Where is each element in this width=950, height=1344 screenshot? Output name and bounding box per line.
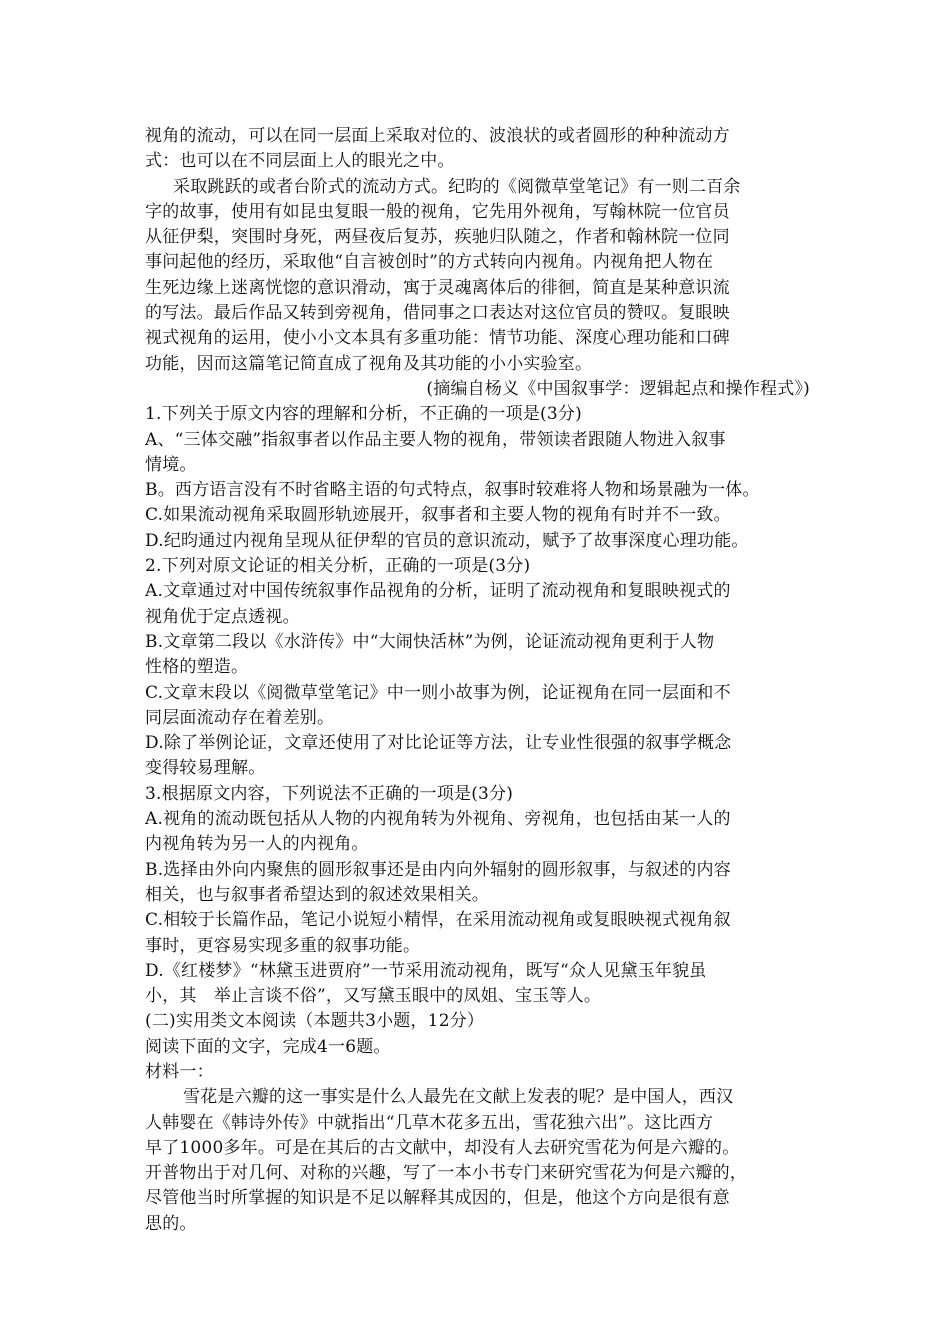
text-line: 生死边缘上迷离恍惚的意识滑动，寓于灵魂离体后的徘徊，简直是某种意识流 (145, 277, 730, 298)
question-stem: 3.根据原文内容，下列说法不正确的一项是(3分) (145, 783, 514, 804)
text-line: 思的。 (145, 1213, 197, 1234)
question-1 (145, 402, 810, 554)
material-label: 材料一： (145, 1061, 214, 1082)
question-2 (145, 554, 810, 782)
option-d-cont: 小，其 举止言谈不俗”，又写黛玉眼中的凤姐、宝玉等人。 (145, 986, 602, 1007)
option-b: B.文章第二段以《水浒传》中“大闹快活林”为例，论证流动视角更利于人物 (145, 631, 715, 652)
text-line: 事问起他的经历，采取他“自言被创时”的方式转向内视角。内视角把人物在 (145, 252, 714, 273)
section-2-header (145, 1009, 810, 1085)
option-c-cont: 同层面流动存在着差别。 (145, 707, 335, 728)
text-line: 开普物出于对几何、对称的兴趣，写了一本小书专门来研究雪花为何是六瓣的， (145, 1163, 747, 1184)
question-stem: 1.下列关于原文内容的理解和分析，不正确的一项是(3分) (145, 404, 582, 425)
section-title: (二)实用类文本阅读（本题共3小题，12分） (145, 1011, 485, 1032)
option-c-cont: 事时，更容易实现多重的叙事功能。 (145, 935, 421, 956)
question-3 (145, 782, 810, 1010)
text-line: 从征伊梨，突围时身死，两昼夜后复苏，疾驰归队随之，作者和翰林院一位同 (145, 227, 730, 248)
option-a-cont: 视角优于定点透视。 (145, 606, 300, 627)
option-b-cont: 性格的塑造。 (145, 657, 249, 678)
text-line: 早了1000多年。可是在其后的古文献中，却没有人去研究雪花为何是六瓣的。 (145, 1137, 740, 1158)
option-d: D.除了举例论证，文章还使用了对比论证等方法，让专业性很强的叙事学概念 (145, 733, 732, 754)
option-b: B.选择由外向内聚焦的圆形叙事还是由内向外辐射的圆形叙事，与叙述的内容 (145, 859, 731, 880)
section-instruction: 阅读下面的文字，完成4一6题。 (145, 1036, 391, 1057)
material-1 (145, 1085, 810, 1237)
text-line: 雪花是六瓣的这一事实是什么人最先在文献上发表的呢？是中国人，西汉 (183, 1087, 734, 1108)
option-d-cont: 变得较易理解。 (145, 758, 266, 779)
text-line: 采取跳跃的或者台阶式的流动方式。纪昀的《阅微草堂笔记》有一则二百余 (173, 176, 741, 197)
option-b: B。西方语言没有不时省略主语的句式特点，叙事时较难将人物和场景融为一体。 (145, 480, 760, 501)
option-a-cont: 情境。 (145, 454, 197, 475)
option-a: A、“三体交融”指叙事者以作品主要人物的视角，带领读者跟随人物进入叙事 (145, 429, 726, 450)
question-stem: 2.下列对原文论证的相关分析，正确的一项是(3分) (145, 556, 531, 577)
text-line: 式：也可以在不同层面上人的眼光之中。 (145, 151, 455, 172)
option-a-cont: 内视角转为另一人的内视角。 (145, 834, 369, 855)
text-line: 字的故事，使用有如昆虫复眼一般的视角，它先用外视角，写翰林院一位官员 (145, 201, 730, 222)
text-line: 的写法。最后作品又转到旁视角，借同事之口表达对这位官员的赞叹。复眼映 (145, 303, 730, 324)
option-a: A.文章通过对中国传统叙事作品视角的分析，证明了流动视角和复眼映视式的 (145, 581, 731, 602)
passage-tail (145, 124, 810, 175)
passage-paragraph-2 (145, 175, 810, 377)
option-c: C.文章末段以《阅微草堂笔记》中一则小故事为例，论证视角在同一层面和不 (145, 682, 731, 703)
text-line: 视角的流动，可以在同一层面上采取对位的、波浪状的或者圆形的种种流动方 (145, 126, 730, 146)
text-line: 视式视角的运用，使小小文本具有多重功能：情节功能、深度心理功能和口碑 (145, 328, 730, 349)
source-citation: (摘编自杨义《中国叙事学：逻辑起点和操作程式》) (426, 378, 810, 399)
option-b-cont: 相关，也与叙事者希望达到的叙述效果相关。 (145, 884, 489, 905)
document-page (145, 124, 810, 1237)
option-a: A.视角的流动既包括从人物的内视角转为外视角、旁视角，也包括由某一人的 (145, 809, 731, 830)
option-d: D.《红楼梦》“林黛玉进贾府”一节采用流动视角，既写“众人见黛玉年貌虽 (145, 960, 707, 981)
text-line: 尽管他当时所掌握的知识是不足以解释其成因的，但是，他这个方向是很有意 (145, 1188, 730, 1209)
text-line: 功能，因而这篇笔记简直成了视角及其功能的小小实验室。 (145, 353, 593, 374)
option-d: D.纪昀通过内视角呈现从征伊犁的官员的意识流动，赋予了故事深度心理功能。 (145, 530, 749, 551)
text-line: 人韩婴在《韩诗外传》中就指出“几草木花多五出，雪花独六出”。这比西方 (145, 1112, 714, 1133)
option-c: C.相较于长篇作品，笔记小说短小精悍，在采用流动视角或复眼映视式视角叙 (145, 910, 731, 931)
option-c: C.如果流动视角采取圆形轨迹展开，叙事者和主要人物的视角有时并不一致。 (145, 505, 731, 526)
